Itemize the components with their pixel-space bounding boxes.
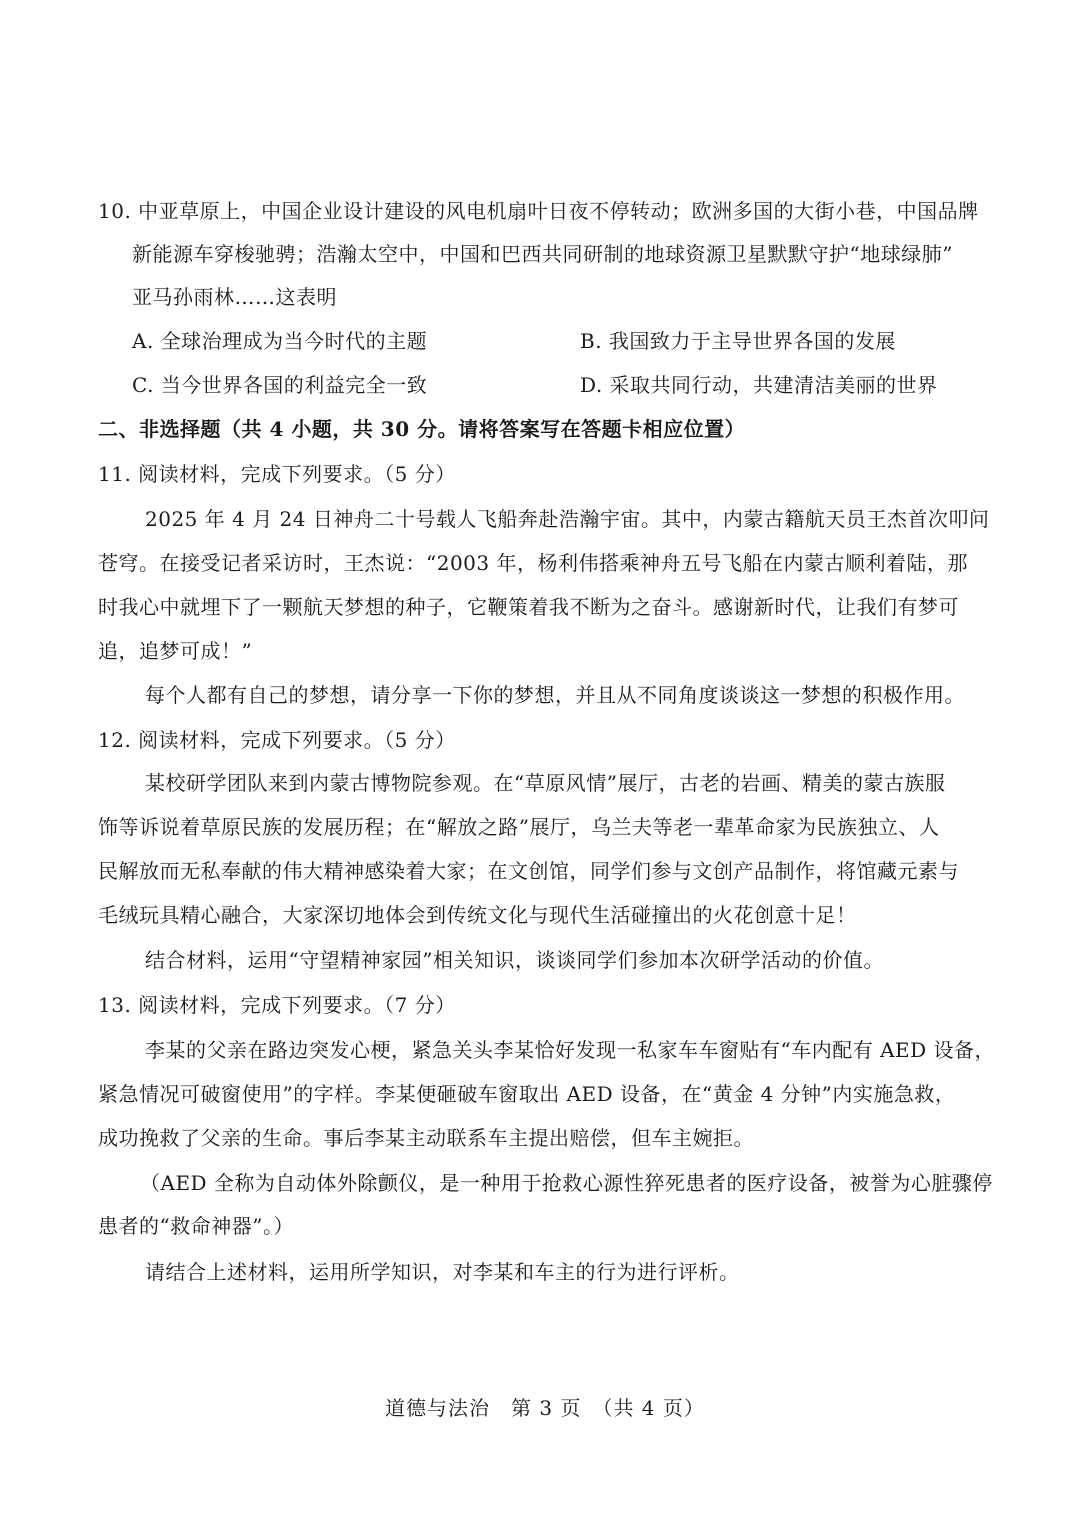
q12-material-line-3: 民解放而无私奉献的伟大精神感染着大家；在文创馆，同学们参与文创产品制作，将馆藏元素与 xyxy=(98,859,959,883)
q13-note-line-1: （AED 全称为自动体外除颤仪，是一种用于抢救心源性猝死患者的医疗设备，被誉为心脏骤停 xyxy=(140,1171,993,1195)
q11-material-line-1: 2025 年 4 月 24 日神舟二十号载人飞船奔赴浩瀚宇宙。其中，内蒙古籍航天员王杰首次叩问 xyxy=(145,507,990,531)
q10-line-1: 10. 中亚草原上，中国企业设计建设的风电机扇叶日夜不停转动；欧洲多国的大街小巷，中国品牌 xyxy=(98,199,979,223)
q11-material-line-4: 追，追梦可成！” xyxy=(98,639,253,663)
q13-question: 请结合上述材料，运用所学知识，对李某和车主的行为进行评析。 xyxy=(145,1260,740,1284)
q12-question: 结合材料，运用“守望精神家园”相关知识，谈谈同学们参加本次研学活动的价值。 xyxy=(145,948,884,972)
q13-material-line-2: 紧急情况可破窗使用”的字样。李某便砸破车窗取出 AED 设备，在“黄金 4 分钟”内实施急救， xyxy=(98,1082,956,1106)
q13-material-line-1: 李某的父亲在路边突发心梗，紧急关头李某恰好发现一私家车车窗贴有“车内配有 AED 设备， xyxy=(145,1038,996,1062)
q10-option-b: B. 我国致力于主导世界各国的发展 xyxy=(580,329,896,353)
q13-title: 13. 阅读材料，完成下列要求。（7 分） xyxy=(98,993,456,1017)
page-footer: 道德与法治 第 3 页 （共 4 页） xyxy=(385,1396,705,1420)
q10-line-3: 亚马孙雨林……这表明 xyxy=(132,285,337,309)
q12-material-line-1: 某校研学团队来到内蒙古博物院参观。在“草原风情”展厅，古老的岩画、精美的蒙古族服 xyxy=(145,771,946,795)
q13-material-line-3: 成功挽救了父亲的生命。事后李某主动联系车主提出赔偿，但车主婉拒。 xyxy=(98,1126,754,1150)
q10-option-d: D. 采取共同行动，共建清洁美丽的世界 xyxy=(580,373,938,397)
q12-material-line-2: 饰等诉说着草原民族的发展历程；在“解放之路”展厅，乌兰夫等老一辈革命家为民族独立、人 xyxy=(98,815,940,839)
q11-material-line-3: 时我心中就埋下了一颗航天梦想的种子，它鞭策着我不断为之奋斗。感谢新时代，让我们有梦可 xyxy=(98,595,959,619)
q10-option-c: C. 当今世界各国的利益完全一致 xyxy=(132,373,428,397)
q11-title: 11. 阅读材料，完成下列要求。（5 分） xyxy=(98,462,456,486)
q11-question: 每个人都有自己的梦想，请分享一下你的梦想，并且从不同角度谈谈这一梦想的积极作用。 xyxy=(145,683,965,707)
q11-material-line-2: 苍穹。在接受记者采访时，王杰说：“2003 年，杨利伟搭乘神舟五号飞船在内蒙古顺利着陆，那 xyxy=(98,551,968,575)
q12-title: 12. 阅读材料，完成下列要求。（5 分） xyxy=(98,728,456,752)
q12-material-line-4: 毛绒玩具精心融合，大家深切地体会到传统文化与现代生活碰撞出的火花创意十足！ xyxy=(98,903,857,927)
q13-note-line-2: 患者的“救命神器”。） xyxy=(98,1214,294,1238)
q10-option-a: A. 全球治理成为当今时代的主题 xyxy=(132,329,428,353)
section-2-heading: 二、非选择题（共 4 小题，共 30 分。请将答案写在答题卡相应位置） xyxy=(98,417,746,441)
q10-line-2: 新能源车穿梭驰骋；浩瀚太空中，中国和巴西共同研制的地球资源卫星默默守护“地球绿肺” xyxy=(132,242,953,266)
